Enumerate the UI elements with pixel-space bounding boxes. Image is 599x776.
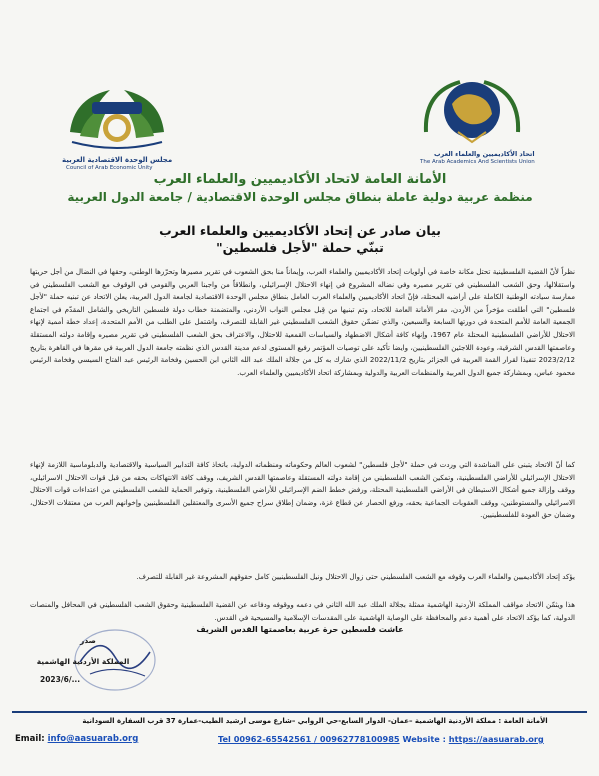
website-label: Website : bbox=[402, 734, 446, 744]
footer-contact bbox=[218, 734, 544, 744]
closing-slogan: عاشت فلسطين حرة عربية بعاصمتها القدس الشريف bbox=[196, 625, 404, 634]
body-paragraph-2: كما أنّ الاتحاد يتبنى على المناشدة التي وردت في حملة "لأجل فلسطين" لشعوب العالم وحكوماته ومنظماته الدولية، باتخاذ كافة التدابير السياسية والاقتصادية والدبلوماسية اللازمة لإنهاء الاحتلال الإسرائيلي للأراضي الفلسطينية، وتمكين الشعب الفلسطيني من إقامة دولته المستقلة وعاصمتها القدس الشريف، ووقف كافة الانتهاكات بحقه من قبل قوات الاحتلال الاسرائيلي، ووقف وإزالة جميع أشكال الاستيطان في الأراضي الفلسطينية المحتلة، ورفض خطط الضم الإسرائيلي للأراضي الفلسطينية، وتوفير الحماية للشعب الفلسطيني من اعتداءات قوات الاحتلال الاسرائيلي والمستوطنين، ووقف العقوبات الجماعية بحقه، ورفع الحصار عن قطاع غزة، وضمان إطلاق سراح جميع الأسرى والمعتقلين الفلسطينيين وإخوانهم العرب من معتقلات الاحتلال، وضمان حق العودة للفلسطينيين. bbox=[30, 460, 575, 520]
statement-subtitle: تبنّي حملة "لأجل فلسطين" bbox=[216, 240, 384, 255]
council-logo-caption-ar: مجلس الوحدة الاقتصادية العربية bbox=[62, 156, 173, 164]
issued-date: 2023/6/... bbox=[40, 675, 81, 684]
email-link[interactable]: info@aasuarab.org bbox=[47, 734, 139, 744]
arab-academics-union-logo bbox=[412, 70, 535, 170]
footer-divider bbox=[12, 711, 587, 713]
issued-location: المملكة الأردنية الهاشمية bbox=[36, 657, 130, 666]
issued-label: صدر bbox=[80, 636, 96, 645]
union-emblem-icon bbox=[412, 70, 532, 150]
body-paragraph-1: نظراً لأنّ القضية الفلسطينية تحتل مكانة خاصة في أولويات إتحاد الأكاديميين والعلماء العرب، وإيماناً منا بحق الشعوب في تقرير مصيرها وتحرّرها الوطني، وحقها في النضال من أجل حريتها واستقلالها، وحق الشعب الفلسطيني في تقرير مصيره وفي نضاله المشروع في إنهاء الاحتلال الإسرائيلي، وانطلاقاً من واجبنا العربي والقومي في الوقوف مع الشعب الفلسطيني في ممارسة سيادته الوطنية الكاملة على أراضيه المحتلة، فإنّ اتحاد الأكاديميين والعلماء العرب العامل بنطاق مجلس الوحدة الاقتصادية لجامعة الدول العربية، يعلن الاتحاد عن تبنيه حملة "لأجل فلسطين" التي أطلقت مؤخراً من الأردن، مقر الأمانة العامة للاتحاد، وتم تبنيها من قِبل مجلس النواب الأردني، والمتضمنة خطاب دولة فلسطين التاريخي والشامل المقدّم في اجتماع الجمعية العامة للأمم المتحدة في دورتها السابعة والسبعين، والذي تضمّن حقوق الشعب الفلسطيني غير القابلة للتصرف، واشتمل على الطلب من الأمم المتحدة، إعداد خطة أممية لإنهاء الاحتلال للأراضي الفلسطينية المحتلة عام 1967، وإنهاء كافة أشكال الاضطهاد والسياسات القمعية للاحتلال، والاعتراف بحق الشعب الفلسطيني في تقرير مصيره وإقامة دولته المستقلة وعاصمتها القدس الشرقية، وعودة اللاجئين الفلسطينيين، وايضا تأكيد على توصيات المؤتمر رفيع المستوى لدعم مدينة القدس الذي نظمته جامعة الدول العربية في مقرها في القاهرة بتاريخ 2023/2/12 تنفيذا لقرار القمة العربية في الجزائر بتاريخ 2022/11/2 الذي شارك به كل من جلالة الملك عبد الله الثاني ابن الحسين وفخامة الرئيس عبد الفتاح السيسي وفخامة الرئيس محمود عباس، وبمشاركة جميع الدول العربية والمنظمات العربية والدولية وبمشاركة اتحاد الأكاديميين والعلماء العرب. bbox=[30, 267, 576, 377]
council-of-arab-economic-unity-logo bbox=[52, 76, 182, 172]
org-description-heading: منظمة عربية دولية عاملة بنطاق مجلس الوحدة الاقتصادية / جامعة الدول العربية bbox=[67, 190, 533, 204]
statement-title: بيان صادر عن إتحاد الأكاديميين والعلماء العرب bbox=[159, 223, 441, 238]
footer-email bbox=[15, 734, 138, 744]
body-paragraph-3: يؤكد إتحاد الأكاديميين والعلماء العرب وقوفه مع الشعب الفلسطيني حتى زوال الاحتلال ونيل الفلسطينيين كامل حقوقهم المشروعة غير القابلة للتصرف. bbox=[136, 572, 575, 581]
phone-numbers: Tel 00962-65542561 / 00962778100985 bbox=[218, 734, 400, 744]
body-paragraph-4: هذا ويثمّن الاتحاد مواقف المملكة الأردنية الهاشمية ممثلة بجلالة الملك عبد الله الثاني في دعمه ووقوفه ودفاعه عن القضية الفلسطينية وحقوق الشعب الفلسطيني في المحافل والمنصات الدولية، كما يؤكد الاتحاد على أهمية دعم والمحافظة على الوصاية الهاشمية على المقدسات الإسلامية والمسيحية في القدس. bbox=[30, 600, 575, 622]
council-logo-caption-en: Council of Arab Economic Unity bbox=[66, 165, 153, 171]
union-logo-caption-ar: اتحاد الأكاديميين والعلماء العرب bbox=[434, 150, 535, 158]
union-logo-caption-en: The Arab Academics And Scientists Union bbox=[420, 159, 535, 165]
website-link[interactable]: https://aasuarab.org bbox=[448, 734, 544, 744]
email-label: Email: bbox=[15, 734, 45, 744]
council-emblem-icon bbox=[52, 76, 182, 156]
org-name-heading: الأمانة العامة لاتحاد الأكاديميين والعلماء العرب bbox=[153, 172, 447, 187]
footer-address: الأمانة العامة : مملكة الأردنية الهاشمية –عمان- الدوار السابع-حي الروابي –شارع موسى ارشيد الطيب-عمارة 37 قرب السفارة السودانية bbox=[82, 717, 548, 725]
